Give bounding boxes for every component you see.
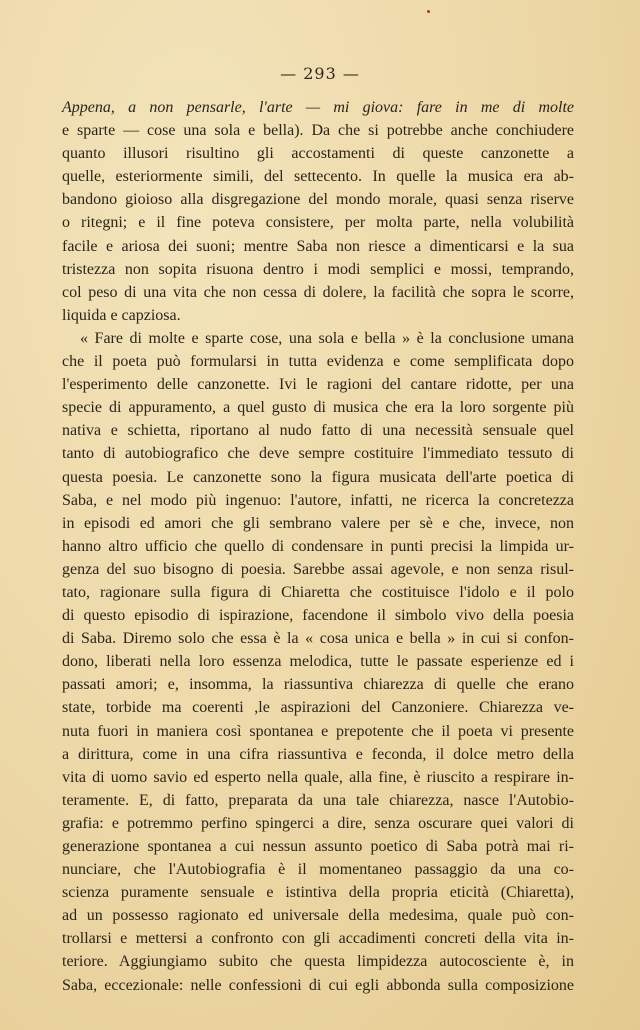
text-line: hanno altro ufficio che quello di condensare in punti precisi la limpida ur- [62,537,574,555]
text-line: di Saba. Diremo solo che essa è la « cosa unica e bella » in cui si confon- [62,630,574,648]
text-line: tristezza non sopita risuona dentro i modi semplici e mossi, temprando, [62,260,574,278]
text-line: nuta fuori in maniera così spontanea e prepotente che il poeta vi presente [62,722,574,740]
text-line: liquida e capziosa. [62,306,181,324]
text-line: quanto illusori risultino gli accostamenti di queste canzonette a [62,145,574,163]
text-line: che il poeta può formularsi in tutta evidenza e come semplificata dopo [62,353,574,371]
body-text [62,96,574,997]
text-line: teriore. Aggiungiamo subito che questa limpidezza autocosciente è, in [62,953,574,971]
text-line: o ritegni; e il fine poteva consistere, per molta parte, nella volubilità [62,214,574,232]
text-line: bandono gioioso alla disgregazione del mondo morale, quasi senza riserve [62,191,574,209]
text-line: a dirittura, come in una cifra riassuntiva e feconda, il dolce metro della [62,745,574,763]
text-line: Appena, a non pensarle, l'arte — mi giova: fare in me di molte [62,99,574,116]
text-line: in episodi ed amori che gli sembrano valere per sè e che, invece, non [62,514,574,532]
text-line: questa poesia. Le canzonette sono la figura musicata dell'arte poetica di [62,468,574,486]
text-line: l'esperimento delle canzonette. Ivi le ragioni del cantare ridotte, per una [62,376,574,394]
text-line: Saba, e nel modo più ingenuo: l'autore, infatti, ne ricerca la concretezza [62,491,574,509]
text-line: genza del suo bisogno di poesia. Sarebbe assai agevole, e non senza risul- [62,560,574,578]
text-line: specie di appuramento, a quel gusto di musica che era la loro sorgente più [62,399,574,417]
text-line: scienza puramente sensuale e istintiva della propria eticità (Chiaretta), [62,884,574,902]
text-line: state, torbide ma coerenti ,le aspirazioni del Canzoniere. Chiarezza ve- [62,699,574,717]
ink-mark [427,10,430,13]
text-line: tato, ragionare sulla figura di Chiaretta che costituisce l'idolo e il polo [62,583,574,601]
text-line: quelle, esteriormente simili, del settecento. In quelle la musica era ab- [62,168,574,186]
text-line: dono, liberati nella loro essenza melodica, tutte le passate esperienze ed i [62,653,574,671]
text-line: passati amori; e, insomma, la riassuntiva chiarezza di quelle che erano [62,676,574,694]
text-line: ad un possesso ragionato ed universale della medesima, quale può con- [62,907,574,925]
text-line: nativa e schietta, riportano al nudo fatto di una necessità sensuale quel [62,422,574,440]
text-line: facile e ariosa dei suoni; mentre Saba non riesce a dimenticarsi e la sua [62,237,574,255]
text-line: teramente. E, di fatto, preparata da una tale chiarezza, nasce l'Autobio- [62,791,574,809]
page-number: — 293 — [280,64,360,83]
text-line: di questo episodio di ispirazione, facendone il simbolo vivo della poesia [62,607,574,625]
text-line: vita di uomo savio ed esperto nella quale, alla fine, è riuscito a respirare in- [62,768,574,786]
text-line: col peso di una vita che non cessa di dolere, la facilità che sopra le scorre, [62,283,574,301]
text-line: grafia: e potremmo perfino spingerci a dire, senza oscurare quei valori di [62,814,574,832]
text-line: generazione spontanea a cui nessun assunto poetico di Saba potrà mai ri- [62,838,574,855]
text-line: Saba, eccezionale: nelle confessioni di cui egli abbonda sulla composizione [62,976,574,994]
text-line: nunciare, che l'Autobiografia è il momentaneo passaggio da una co- [62,861,574,879]
text-line: trollarsi e mettersi a confronto con gli accadimenti concreti della vita in- [62,930,574,948]
text-line: e sparte — cose una sola e bella). Da che si potrebbe anche conchiudere [62,122,574,140]
text-line: « Fare di molte e sparte cose, una sola e bella » è la conclusione umana [80,329,574,347]
text-line: tanto di autobiografico che deve sempre costituire l'immediato tessuto di [62,445,574,463]
